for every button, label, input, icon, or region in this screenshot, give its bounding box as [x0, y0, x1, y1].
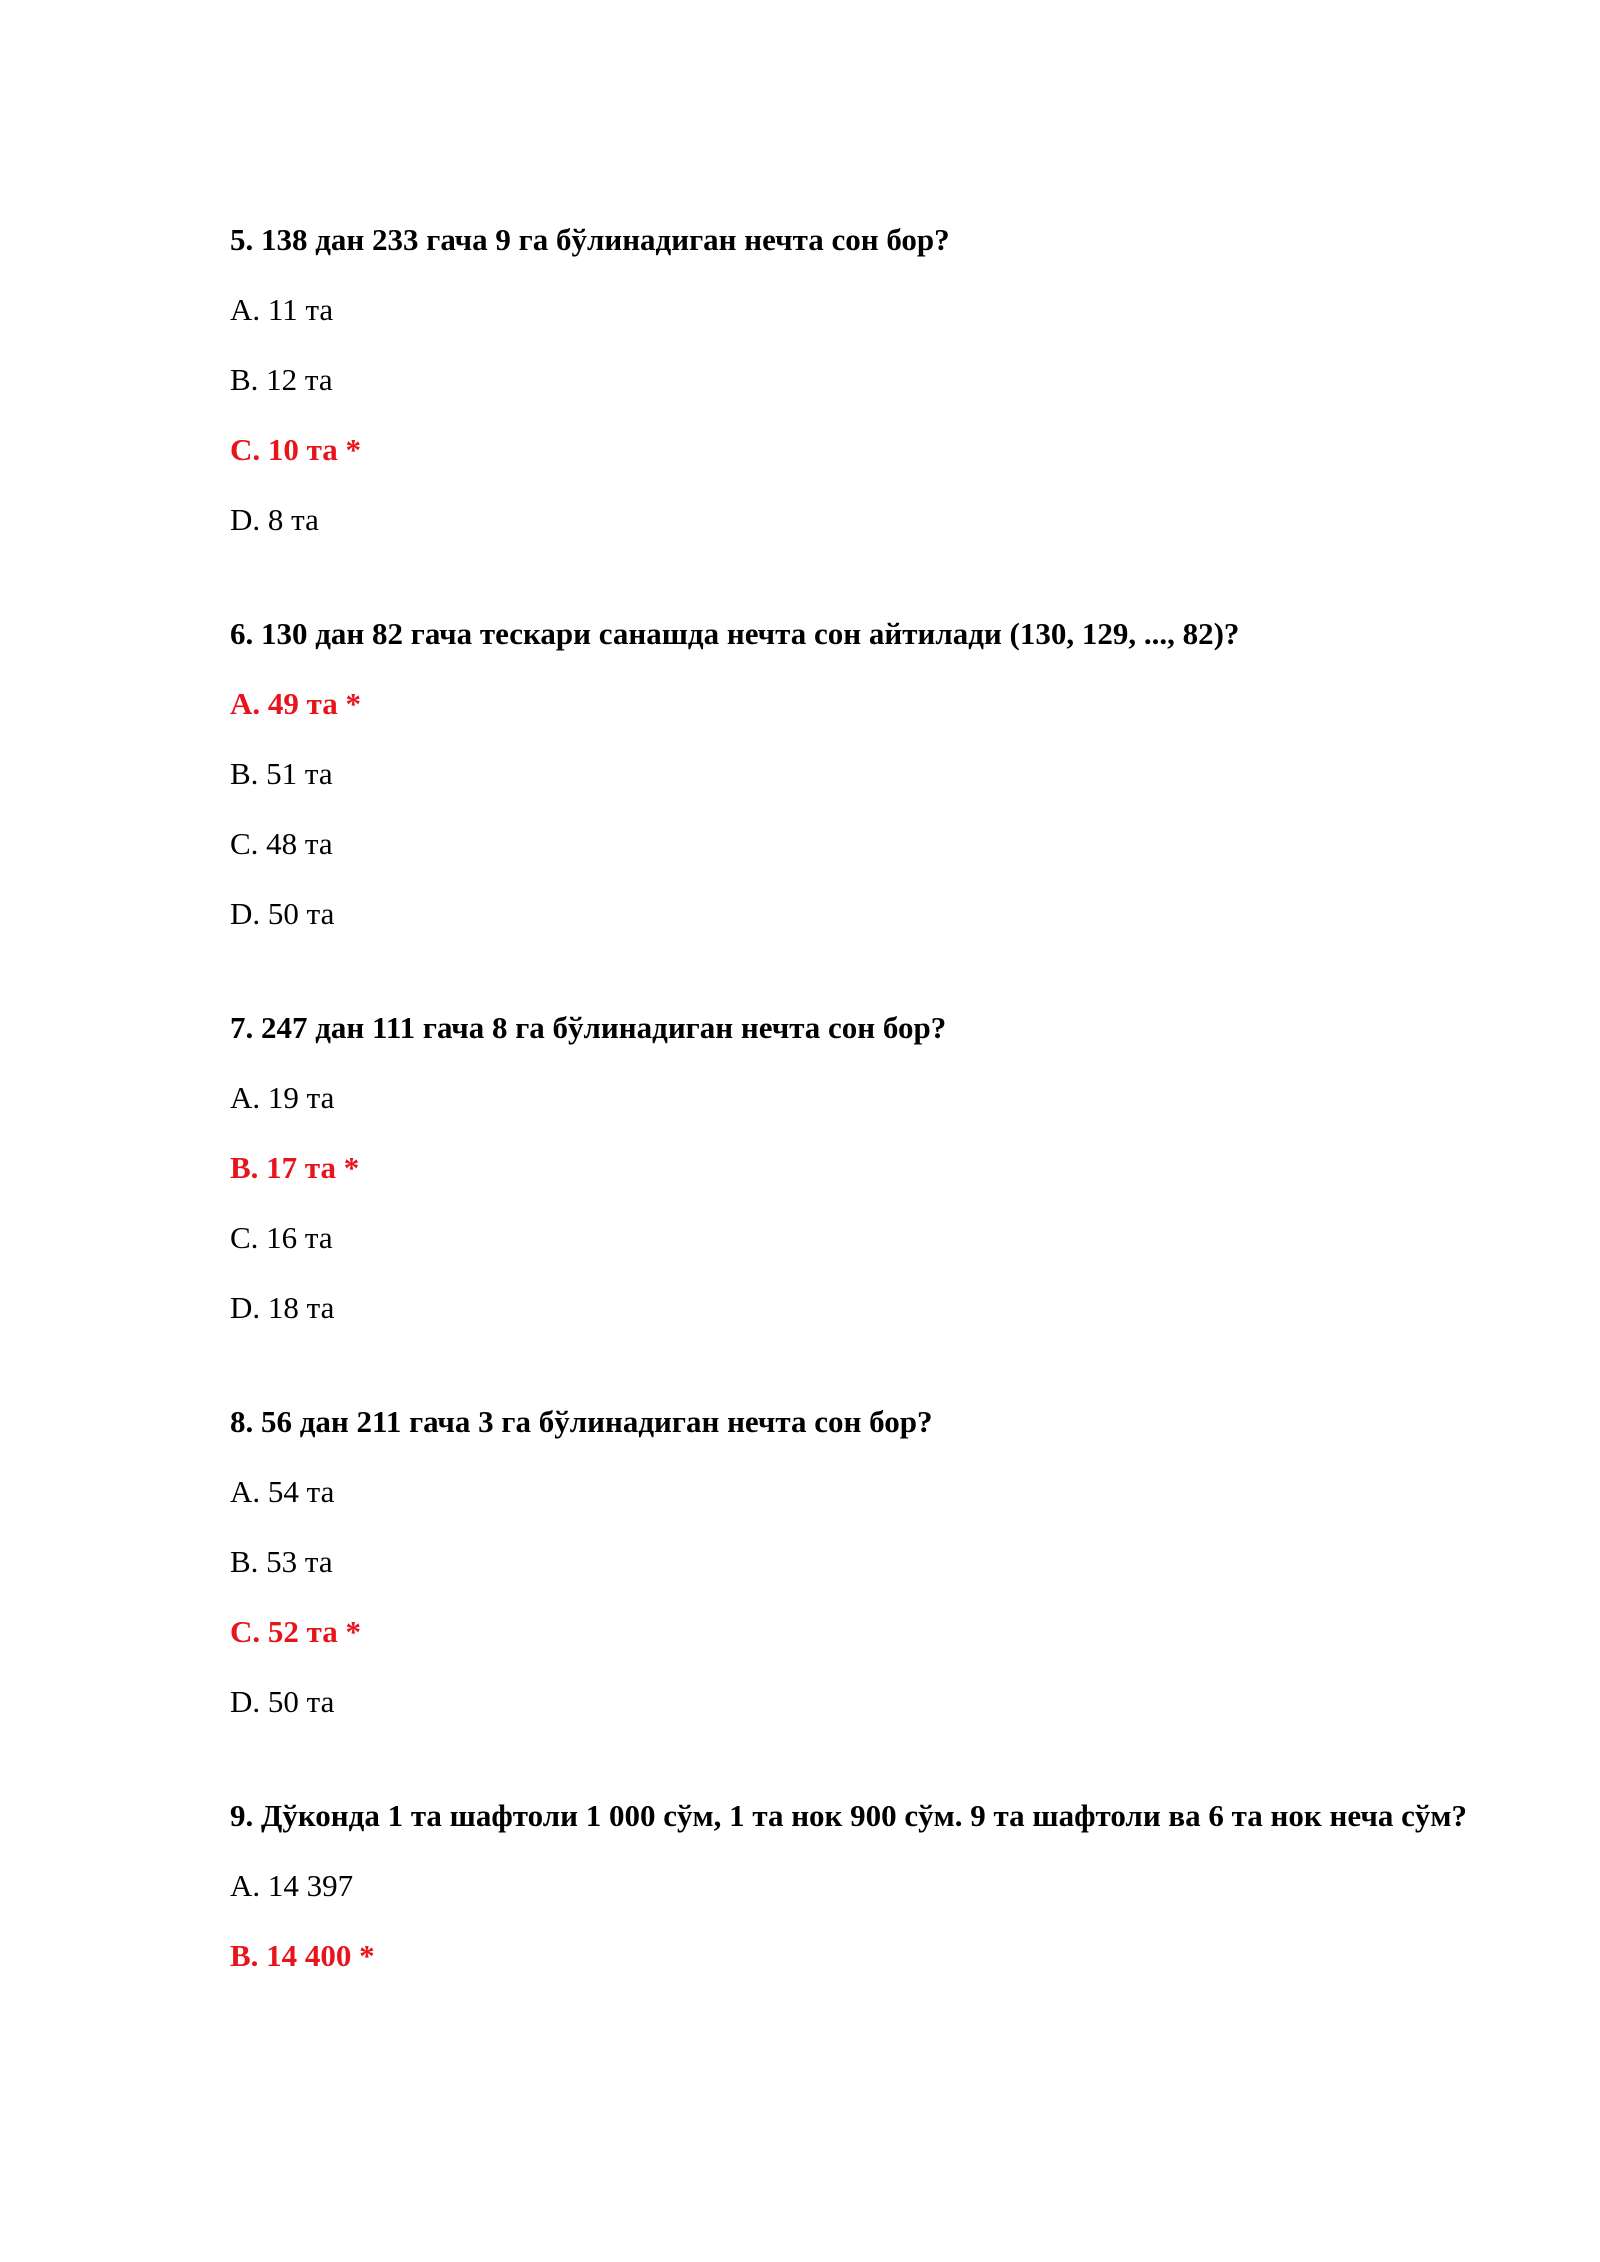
option-d: D. 18 та — [230, 1290, 335, 1325]
document-page — [230, 218, 1470, 2048]
option-a: A. 11 та — [230, 292, 334, 327]
option-c: C. 48 та — [230, 826, 333, 861]
option-a: A. 19 та — [230, 1080, 335, 1115]
option-a: A. 54 та — [230, 1474, 335, 1509]
option-b: B. 51 та — [230, 756, 333, 791]
option-b-correct: B. 17 та * — [230, 1150, 360, 1185]
option-d: D. 8 та — [230, 502, 319, 537]
option-b: B. 12 та — [230, 362, 333, 397]
option-d: D. 50 та — [230, 1684, 335, 1719]
question-8 — [230, 1400, 1470, 1724]
question-text: 7. 247 дан 111 гача 8 га бўлинадиган нечта сон бор? — [230, 1010, 947, 1045]
question-9 — [230, 1794, 1470, 1978]
option-b-correct: B. 14 400 * — [230, 1938, 375, 1973]
question-5 — [230, 218, 1470, 542]
question-7 — [230, 1006, 1470, 1330]
question-text: 6. 130 дан 82 гача тескари санашда нечта сон айтилади (130, 129, ..., 82)? — [230, 616, 1240, 651]
question-text: 8. 56 дан 211 гача 3 га бўлинадиган нечта сон бор? — [230, 1404, 933, 1439]
option-a-correct: A. 49 та * — [230, 686, 361, 721]
option-d: D. 50 та — [230, 896, 335, 931]
question-6 — [230, 612, 1470, 936]
option-b: B. 53 та — [230, 1544, 333, 1579]
option-c-correct: C. 10 та * — [230, 432, 361, 467]
question-text: 9. Дўконда 1 та шафтоли 1 000 сўм, 1 та нок 900 сўм. 9 та шафтоли ва 6 та нок неча сўм? — [230, 1798, 1467, 1833]
option-a: A. 14 397 — [230, 1868, 354, 1903]
option-c: C. 16 та — [230, 1220, 333, 1255]
question-text: 5. 138 дан 233 гача 9 га бўлинадиган нечта сон бор? — [230, 222, 950, 257]
option-c-correct: C. 52 та * — [230, 1614, 361, 1649]
